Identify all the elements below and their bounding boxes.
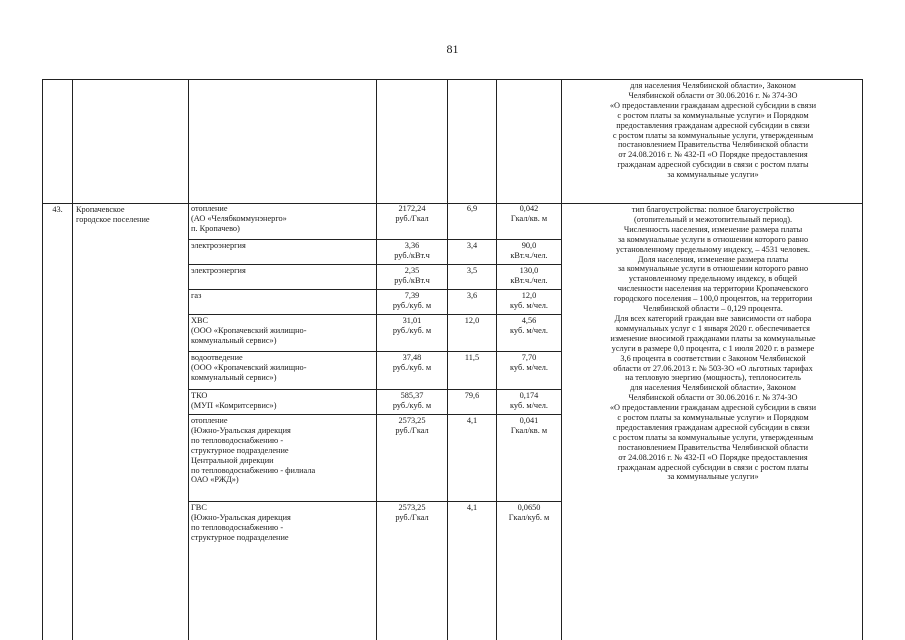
service-index: 3,6 — [466, 291, 478, 300]
service-name: ТКО (МУП «Комритсервис») — [191, 391, 277, 410]
service-tariff: 3,36 руб./кВт.ч — [394, 241, 430, 260]
service-name: отопление (АО «Челябкоммунэнерго» п. Кропачево) — [191, 204, 287, 233]
service-tariff: 2573,25 руб./Гкал — [395, 503, 429, 522]
row-divider — [188, 239, 561, 240]
service-norm: 0,042 Гкал/кв. м — [510, 204, 548, 223]
service-index: 4,1 — [466, 503, 478, 512]
tariff-table — [42, 79, 863, 640]
service-name: ГВС (Южно-Уральская дирекция по тепловодоснабжению - структурное подразделение — [191, 503, 291, 542]
service-index: 79,6 — [464, 391, 480, 400]
row-number: 43. — [52, 205, 63, 214]
service-tariff: 37,48 руб./куб. м — [392, 353, 432, 372]
row-divider — [188, 501, 561, 502]
service-index: 11,5 — [464, 353, 480, 362]
note-continued: для населения Челябинской области», Законом Челябинской области от 30.06.2016 г. № 374-ЗО «О предоставлении гражданам адресной субсидии в связи с ростом платы за коммунальные услуги» и Порядком предоставления гражданам адресной субсидии в связи с ростом платы за коммунальные услуги, утвержденным постановлением Правительства Челябинской области от 24.08.2016 г. № 432-П «О Порядке предоставления гражданам адресной субсидии в связи с ростом платы за коммунальные услуги» — [609, 81, 817, 180]
service-name: электроэнергия — [191, 266, 246, 275]
service-name: газ — [191, 291, 202, 300]
row-divider — [188, 289, 561, 290]
service-norm: 90,0 кВт.ч./чел. — [510, 241, 548, 260]
service-index: 12,0 — [464, 316, 480, 325]
service-norm: 7,70 куб. м/чел. — [510, 353, 548, 372]
service-norm: 130,0 кВт.ч./чел. — [510, 266, 548, 285]
column-divider — [72, 80, 73, 640]
service-norm: 0,174 куб. м/чел. — [510, 391, 548, 410]
service-tariff: 2573,25 руб./Гкал — [395, 416, 429, 435]
service-tariff: 31,01 руб./куб. м — [392, 316, 432, 335]
row-divider — [188, 351, 561, 352]
service-tariff: 2,35 руб./кВт.ч — [394, 266, 430, 285]
service-norm: 0,041 Гкал/кв. м — [510, 416, 548, 435]
service-name: ХВС (ООО «Кропачевский жилищно- коммунальный сервис») — [191, 316, 307, 345]
service-norm: 4,56 куб. м/чел. — [510, 316, 548, 335]
service-tariff: 585,37 руб./куб. м — [392, 391, 432, 410]
column-divider — [188, 80, 189, 640]
service-index: 3,5 — [466, 266, 478, 275]
service-norm: 12,0 куб. м/чел. — [510, 291, 548, 310]
service-index: 3,4 — [466, 241, 478, 250]
page-number: 81 — [446, 42, 459, 56]
settlement-name: Кропачевское городское поселение — [76, 205, 150, 224]
column-divider — [561, 80, 562, 640]
row-divider — [188, 414, 561, 415]
service-name: отопление (Южно-Уральская дирекция по тепловодоснабжению - структурное подразделение Центральной дирекции по тепловодоснабжению - филиала ОАО «РЖД») — [191, 416, 316, 485]
service-index: 6,9 — [466, 204, 478, 213]
service-tariff: 7,39 руб./куб. м — [392, 291, 432, 310]
row-divider — [188, 264, 561, 265]
service-norm: 0,0650 Гкал/куб. м — [508, 503, 550, 522]
row-divider — [188, 314, 561, 315]
service-index: 4,1 — [466, 416, 478, 425]
row-divider — [188, 389, 561, 390]
service-tariff: 2172,24 руб./Гкал — [395, 204, 429, 223]
service-name: водоотведение (ООО «Кропачевский жилищно- коммунальный сервис») — [191, 353, 307, 382]
note-text: тип благоустройства: полное благоустройство (отопительный и межотопительный период). Численность населения, изменение размера платы за коммунальные услуги в отношении которого равно установленному предельному индексу, – 4531 человек. Доля населения, изменение размера платы за коммунальные услуги в отношении которого равно установленному предельному индексу, в общей численности населения на территории Кропачевского городского поселения – 100,0 процентов, на территории Челябинской области – 0,129 процента. Для всех категорий граждан вне зависимости от набора коммунальных услуг с 1 января 2020 г. обеспечивается изменение вносимой гражданами платы за коммунальные услуги в размере 0,0 процента, с 1 июля 2020 г. в размере 3,6 процента в соответствии с Законом Челябинской области от 27.06.2013 г. № 503-ЗО «О льготных тарифах на тепловую энергию (мощность), теплоноситель для населения Челябинской области», Законом Челябинской области от 30.06.2016 г. № 374-ЗО «О предоставлении гражданам адресной субсидии в связи с ростом платы за коммунальные услуги» и Порядком предоставления гражданам адресной субсидии в связи с ростом платы за коммунальные услуги, утвержденным постановлением Правительства Челябинской области от 24.08.2016 г. № 432-П «О Порядке предоставления гражданам адресной субсидии в связи с ростом платы за коммунальные услуги» — [609, 205, 817, 482]
service-name: электроэнергия — [191, 241, 246, 250]
